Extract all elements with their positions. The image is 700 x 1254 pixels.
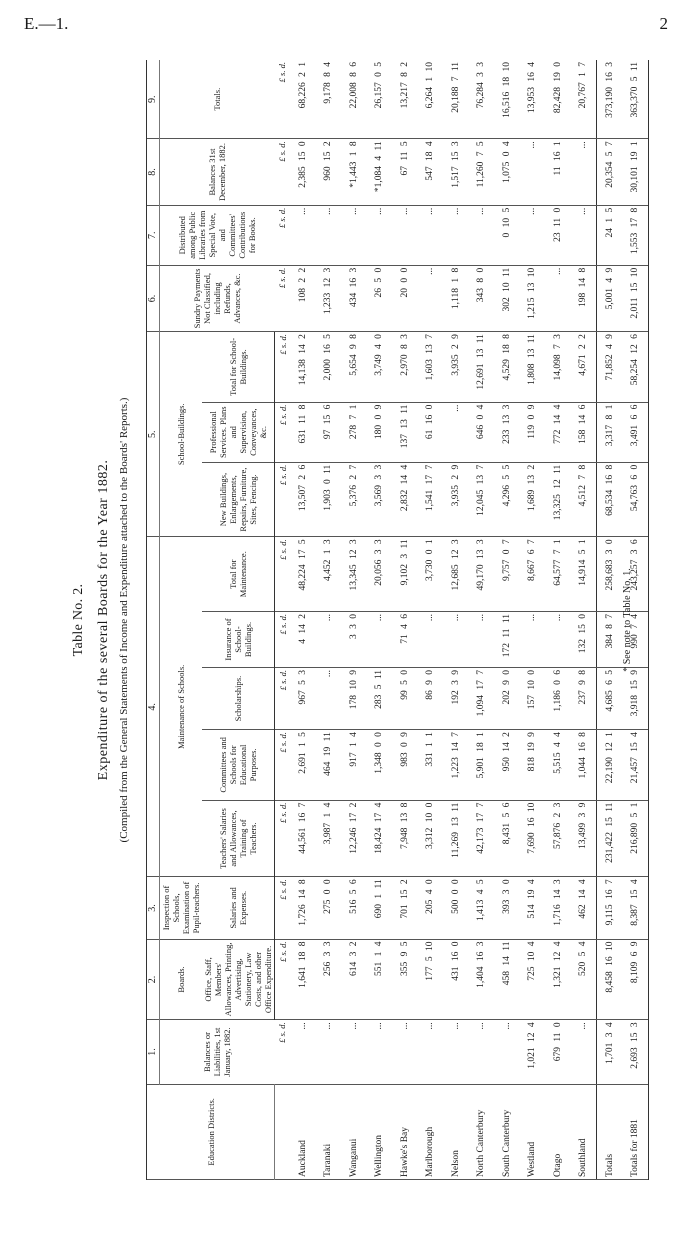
cell-c1: ... (571, 1020, 597, 1084)
cell-c4e: 64,577 7 1 (545, 537, 571, 612)
col-num-9: 9. (147, 60, 160, 139)
cell-c3: 393 3 0 (494, 877, 520, 939)
cell-c5c: 2,970 8 3 (392, 332, 418, 403)
cell-c4e: 9,102 3 11 (392, 537, 418, 612)
cell-c7: 1,553 17 8 (623, 205, 649, 265)
cell-c3: 701 15 2 (392, 877, 418, 939)
cell-c9: 13,953 16 4 (520, 60, 546, 139)
col-num-1: 1. (147, 1020, 160, 1084)
cell-c5c: 3,749 4 0 (367, 332, 393, 403)
cell-c4a: 11,269 13 11 (443, 800, 469, 877)
unit-label: £ s. d. (275, 1020, 291, 1084)
cell-c4c: 1,186 0 6 (545, 667, 571, 729)
cell-c4e: 3,730 0 1 (418, 537, 444, 612)
cell-c2: 431 16 0 (443, 939, 469, 1020)
cell-c9: 20,188 7 11 (443, 60, 469, 139)
cell-c1: 1,701 3 4 (597, 1020, 623, 1084)
cell-c1: 2,693 15 3 (623, 1020, 649, 1084)
cell-c5a: 1,903 0 11 (316, 462, 342, 537)
table-row (469, 60, 495, 1180)
cell-c5a: 13,325 12 11 (545, 462, 571, 537)
cell-c2: 355 9 5 (392, 939, 418, 1020)
cell-c6: 5,001 4 9 (597, 265, 623, 331)
cell-c2: 725 10 4 (520, 939, 546, 1020)
table-row (316, 60, 342, 1180)
district-name: Marlborough (418, 1084, 444, 1179)
cell-c8: *1,084 4 11 (367, 139, 393, 205)
cell-c7: ... (443, 205, 469, 265)
cell-c5b: ... (443, 402, 469, 462)
cell-c4b: 21,457 15 4 (623, 730, 649, 800)
cell-c5b: 61 16 0 (418, 402, 444, 462)
unit-label: £ s. d. (275, 139, 291, 205)
cell-c4b: 464 19 11 (316, 730, 342, 800)
cell-c1: 679 11 0 (545, 1020, 571, 1084)
cell-c7: 24 1 5 (597, 205, 623, 265)
cell-c5a: 1,541 17 7 (418, 462, 444, 537)
cell-c7: 23 11 0 (545, 205, 571, 265)
cell-c5c: 1,603 13 7 (418, 332, 444, 403)
cell-c9: 22,008 8 6 (341, 60, 367, 139)
cell-c2: 8,109 6 9 (623, 939, 649, 1020)
cell-c4a: 57,876 2 3 (545, 800, 571, 877)
cell-c5c: 14,138 14 2 (290, 332, 316, 403)
cell-c5a: 2,832 14 4 (392, 462, 418, 537)
table-row (418, 60, 444, 1180)
cell-c4d: 3 3 0 (341, 612, 367, 668)
table-row (392, 60, 418, 1180)
cell-c4c: 157 10 0 (520, 667, 546, 729)
cell-c8: 960 15 2 (316, 139, 342, 205)
district-name: Nelson (443, 1084, 469, 1179)
district-name: Wellington (367, 1084, 393, 1179)
cell-c4e: 48,224 17 5 (290, 537, 316, 612)
cell-c1: ... (367, 1020, 393, 1084)
cell-c5a: 13,507 2 6 (290, 462, 316, 537)
cell-c2: 551 1 4 (367, 939, 393, 1020)
cell-c9: 82,428 19 0 (545, 60, 571, 139)
table-row (443, 60, 469, 1180)
cell-c5c: 14,098 7 3 (545, 332, 571, 403)
cell-c4d: ... (316, 612, 342, 668)
table-subtitle: (Compiled from the General Statements of Income and Expenditure attached to the Boards' Reports.) (118, 397, 130, 843)
cell-c9: 9,178 8 4 (316, 60, 342, 139)
table-number: Table No. 2. (71, 583, 86, 657)
cell-c4b: 1,348 0 0 (367, 730, 393, 800)
cell-c5a: 5,376 2 7 (341, 462, 367, 537)
cell-c3: 8,387 15 4 (623, 877, 649, 939)
cell-c9: 373,190 16 3 (597, 60, 623, 139)
group-head-boards: Boards. (160, 939, 203, 1020)
cell-c4d: ... (469, 612, 495, 668)
cell-c6: 343 8 0 (469, 265, 495, 331)
cell-c6: ... (418, 265, 444, 331)
cell-c4c: 99 5 0 (392, 667, 418, 729)
cell-c5c: 12,691 13 11 (469, 332, 495, 403)
cell-c4a: 3,312 10 0 (418, 800, 444, 877)
cell-c5c: 2,000 16 5 (316, 332, 342, 403)
cell-c9: 6,264 1 10 (418, 60, 444, 139)
cell-c4b: 5,901 18 1 (469, 730, 495, 800)
cell-c4d: 4 14 2 (290, 612, 316, 668)
cell-c2: 1,404 16 3 (469, 939, 495, 1020)
cell-c1: ... (341, 1020, 367, 1084)
table-row (545, 60, 571, 1180)
cell-c5b: 119 0 9 (520, 402, 546, 462)
cell-c5b: 646 0 4 (469, 402, 495, 462)
cell-c4b: 1,223 14 7 (443, 730, 469, 800)
cell-c4b: 22,190 12 1 (597, 730, 623, 800)
cell-c4d: 132 15 0 (571, 612, 597, 668)
cell-c4c: 178 10 9 (341, 667, 367, 729)
cell-c4e: 13,345 12 3 (341, 537, 367, 612)
cell-c7: ... (367, 205, 393, 265)
table-row (571, 60, 597, 1180)
district-name: Southland (571, 1084, 597, 1179)
cell-c4e: 9,757 0 7 (494, 537, 520, 612)
cell-c8: 20,354 5 7 (597, 139, 623, 205)
cell-c9: 16,516 18 10 (494, 60, 520, 139)
cell-c6: 2,011 15 10 (623, 265, 649, 331)
district-name: Westland (520, 1084, 546, 1179)
table-row (367, 60, 393, 1180)
cell-c4c: 202 9 0 (494, 667, 520, 729)
group-head-maintenance: Maintenance of Schools. (160, 537, 203, 877)
cell-c5a: 3,569 3 3 (367, 462, 393, 537)
unit-label: £ s. d. (275, 332, 291, 403)
cell-c6: 20 0 0 (392, 265, 418, 331)
table-row (290, 60, 316, 1180)
col-head-districts: Education Districts. (147, 1084, 275, 1179)
unit-label: £ s. d. (275, 537, 291, 612)
col-num-3: 3. (147, 877, 160, 939)
col-num-4: 4. (147, 537, 160, 877)
unit-label: £ s. d. (275, 402, 291, 462)
district-name: Otago (545, 1084, 571, 1179)
district-name: North Canterbury (469, 1084, 495, 1179)
cell-c4a: 231,422 15 11 (597, 800, 623, 877)
unit-label: £ s. d. (275, 667, 291, 729)
cell-c1: ... (392, 1020, 418, 1084)
cell-c4c: 3,918 15 9 (623, 667, 649, 729)
cell-c3: 690 1 11 (367, 877, 393, 939)
cell-c6: 1,233 12 3 (316, 265, 342, 331)
cell-c5a: 4,512 7 8 (571, 462, 597, 537)
cell-c3: 1,716 14 3 (545, 877, 571, 939)
cell-c5b: 158 14 6 (571, 402, 597, 462)
cell-c3: 500 0 0 (443, 877, 469, 939)
cell-c8: 11 16 1 (545, 139, 571, 205)
cell-c4d: 71 4 6 (392, 612, 418, 668)
unit-label: £ s. d. (275, 939, 291, 1020)
cell-c2: 1,321 12 4 (545, 939, 571, 1020)
cell-c7: ... (316, 205, 342, 265)
cell-c9: 13,217 8 2 (392, 60, 418, 139)
cell-c4a: 3,987 1 4 (316, 800, 342, 877)
cell-c4c: ... (316, 667, 342, 729)
cell-c2: 177 5 10 (418, 939, 444, 1020)
unit-label: £ s. d. (275, 60, 291, 139)
cell-c4e: 4,452 1 3 (316, 537, 342, 612)
cell-c5a: 12,045 13 7 (469, 462, 495, 537)
col-head-scholarships: Scholarships. (202, 667, 275, 729)
cell-c2: 520 5 4 (571, 939, 597, 1020)
cell-c5b: 137 13 11 (392, 402, 418, 462)
cell-c3: 9,115 16 7 (597, 877, 623, 939)
district-name: Hawke's Bay (392, 1084, 418, 1179)
cell-c4c: 86 9 0 (418, 667, 444, 729)
col-head-professional: Professional Services. Plans and Supervision, Conveyances, &c. (202, 402, 275, 462)
col-head-total-maintenance: Total for Maintenance. (202, 537, 275, 612)
expenditure-table (146, 60, 649, 1180)
cell-c4a: 18,424 17 4 (367, 800, 393, 877)
cell-c5c: 1,808 13 11 (520, 332, 546, 403)
cell-c5c: 58,254 12 6 (623, 332, 649, 403)
cell-c4c: 192 3 9 (443, 667, 469, 729)
cell-c4b: 1,044 16 8 (571, 730, 597, 800)
cell-c6: 108 2 2 (290, 265, 316, 331)
cell-c3: 1,413 4 5 (469, 877, 495, 939)
district-name: South Canterbury (494, 1084, 520, 1179)
col-num-7: 7. (147, 205, 160, 265)
district-name: Totals for 1881 (623, 1084, 649, 1179)
cell-c4a: 12,246 17 2 (341, 800, 367, 877)
cell-c6: 434 16 3 (341, 265, 367, 331)
cell-c1: ... (469, 1020, 495, 1084)
col-head-balances-dec: Balances 31st December, 1882. (160, 139, 275, 205)
cell-c1: ... (316, 1020, 342, 1084)
cell-c2: 1,641 18 8 (290, 939, 316, 1020)
col-head-totals: Totals. (160, 60, 275, 139)
cell-c8: 67 11 5 (392, 139, 418, 205)
cell-c9: 363,370 5 11 (623, 60, 649, 139)
table-row (494, 60, 520, 1180)
cell-c4b: 2,691 1 5 (290, 730, 316, 800)
cell-c3: 462 14 4 (571, 877, 597, 939)
col-head-insurance: Insurance of School-Buildings. (202, 612, 275, 668)
cell-c5b: 631 11 8 (290, 402, 316, 462)
cell-c4d: ... (443, 612, 469, 668)
rotated-table-page (66, 60, 646, 1180)
cell-c5b: 97 15 6 (316, 402, 342, 462)
table-row (520, 60, 546, 1180)
cell-c4e: 258,683 3 0 (597, 537, 623, 612)
cell-c4d: ... (418, 612, 444, 668)
page-number: 2 (659, 14, 668, 33)
cell-c5b: 180 0 9 (367, 402, 393, 462)
group-head-inspection: Inspection of Schools, Examination of Pupil-teachers. (160, 877, 203, 939)
cell-c3: 275 0 0 (316, 877, 342, 939)
cell-c4a: 42,173 17 7 (469, 800, 495, 877)
cell-c4a: 13,499 3 9 (571, 800, 597, 877)
cell-c4e: 12,685 12 3 (443, 537, 469, 612)
cell-c4c: 237 9 8 (571, 667, 597, 729)
cell-c4b: 331 1 1 (418, 730, 444, 800)
unit-label: £ s. d. (275, 730, 291, 800)
cell-c4a: 7,690 16 10 (520, 800, 546, 877)
cell-c3: 514 19 4 (520, 877, 546, 939)
cell-c2: 614 3 2 (341, 939, 367, 1020)
cell-c1: ... (494, 1020, 520, 1084)
cell-c4d: 990 7 4 (623, 612, 649, 668)
cell-c4b: 818 19 9 (520, 730, 546, 800)
unit-label: £ s. d. (275, 265, 291, 331)
totals-row (597, 60, 623, 1180)
cell-c8: 1,075 0 4 (494, 139, 520, 205)
cell-c5c: 4,671 2 2 (571, 332, 597, 403)
cell-c5a: 3,935 2 9 (443, 462, 469, 537)
cell-c4a: 8,431 5 6 (494, 800, 520, 877)
cell-c6: 198 14 8 (571, 265, 597, 331)
cell-c4e: 243,257 3 6 (623, 537, 649, 612)
cell-c8: ... (571, 139, 597, 205)
cell-c9: 20,767 1 7 (571, 60, 597, 139)
cell-c3: 516 5 6 (341, 877, 367, 939)
cell-c8: 1,517 15 3 (443, 139, 469, 205)
col-head-total-buildings: Total for School-Buildings. (202, 332, 275, 403)
unit-label: £ s. d. (275, 205, 291, 265)
col-head-teachers: Teachers' Salaries and Allowances, Training of Teachers. (202, 800, 275, 877)
cell-c4a: 216,890 5 1 (623, 800, 649, 877)
cell-c4b: 983 0 9 (392, 730, 418, 800)
cell-c5b: 233 13 3 (494, 402, 520, 462)
cell-c4e: 14,914 5 1 (571, 537, 597, 612)
unit-label: £ s. d. (275, 800, 291, 877)
cell-c4d: 172 11 11 (494, 612, 520, 668)
cell-c7: ... (520, 205, 546, 265)
cell-c5c: 3,935 2 9 (443, 332, 469, 403)
cell-c4d: ... (367, 612, 393, 668)
cell-c7: ... (341, 205, 367, 265)
district-name: Wanganui (341, 1084, 367, 1179)
cell-c4e: 8,667 6 7 (520, 537, 546, 612)
district-name: Taranaki (316, 1084, 342, 1179)
cell-c5a: 1,689 13 2 (520, 462, 546, 537)
cell-c4d: ... (545, 612, 571, 668)
cell-c8: 2,385 15 0 (290, 139, 316, 205)
col-head-salaries: Salaries and Expenses. (202, 877, 275, 939)
cell-c7: ... (571, 205, 597, 265)
cell-c4a: 7,948 13 8 (392, 800, 418, 877)
cell-c5a: 4,296 5 5 (494, 462, 520, 537)
col-num-8: 8. (147, 139, 160, 205)
document-code: E.—1. (24, 14, 69, 33)
cell-c2: 458 14 11 (494, 939, 520, 1020)
cell-c1: 1,021 12 4 (520, 1020, 546, 1084)
group-head-school-buildings: School-Buildings. (160, 332, 203, 537)
unit-label: £ s. d. (275, 612, 291, 668)
units-row (275, 60, 291, 1180)
cell-c9: 26,157 0 5 (367, 60, 393, 139)
cell-c6: 26 5 0 (367, 265, 393, 331)
cell-c1: ... (443, 1020, 469, 1084)
cell-c1: ... (418, 1020, 444, 1084)
cell-c5b: 3,491 6 6 (623, 402, 649, 462)
cell-c7: ... (418, 205, 444, 265)
cell-c5b: 278 7 1 (341, 402, 367, 462)
col-num-2: 2. (147, 939, 160, 1020)
cell-c8: 547 18 4 (418, 139, 444, 205)
cell-c4e: 49,170 13 3 (469, 537, 495, 612)
cell-c4c: 1,094 17 7 (469, 667, 495, 729)
cell-c8: *1,443 1 8 (341, 139, 367, 205)
cell-c4b: 917 1 4 (341, 730, 367, 800)
cell-c4b: 5,515 4 4 (545, 730, 571, 800)
col-num-6: 6. (147, 265, 160, 331)
cell-c4e: 20,056 3 3 (367, 537, 393, 612)
cell-c7: ... (469, 205, 495, 265)
cell-c6: ... (545, 265, 571, 331)
cell-c9: 68,226 2 1 (290, 60, 316, 139)
cell-c2: 8,458 16 10 (597, 939, 623, 1020)
cell-c6: 1,215 13 10 (520, 265, 546, 331)
cell-c4c: 967 5 3 (290, 667, 316, 729)
col-head-libraries: Distributed among Public Libraries from Special Vote, and Committees' Contributions for Books. (160, 205, 275, 265)
cell-c8: ... (520, 139, 546, 205)
cell-c7: ... (290, 205, 316, 265)
cell-c4d: ... (520, 612, 546, 668)
col-head-new-buildings: New Buildings, Enlargements, Repairs, Furniture, Sites, Fencing. (202, 462, 275, 537)
cell-c8: 11,260 7 5 (469, 139, 495, 205)
cell-c5a: 68,534 16 8 (597, 462, 623, 537)
cell-c7: ... (392, 205, 418, 265)
unit-label: £ s. d. (275, 877, 291, 939)
cell-c5a: 54,763 6 0 (623, 462, 649, 537)
cell-c8: 30,101 19 1 (623, 139, 649, 205)
cell-c4c: 283 5 11 (367, 667, 393, 729)
cell-c2: 256 3 3 (316, 939, 342, 1020)
col-head-office: Office, Staff, Members' Allowances, Printing, Advertising, Stationery, Law Costs, and other Office Expenditure. (202, 939, 275, 1020)
district-name: Totals (597, 1084, 623, 1179)
district-name: Auckland (290, 1084, 316, 1179)
col-head-sundry: Sundry Payments Not Classified, including Refunds, Advances, &c. (160, 265, 275, 331)
table-title: Expenditure of the several Boards for the Year 1882. (96, 459, 111, 781)
table-row (341, 60, 367, 1180)
cell-c1: ... (290, 1020, 316, 1084)
cell-c6: 1,118 1 8 (443, 265, 469, 331)
cell-c4b: 950 14 2 (494, 730, 520, 800)
cell-c5b: 772 14 4 (545, 402, 571, 462)
cell-c7: 0 10 5 (494, 205, 520, 265)
cell-c3: 205 4 0 (418, 877, 444, 939)
cell-c5b: 3,317 8 1 (597, 402, 623, 462)
col-num-5: 5. (147, 332, 160, 537)
unit-label: £ s. d. (275, 462, 291, 537)
cell-c5c: 5,654 9 8 (341, 332, 367, 403)
col-head-balances-jan: Balances or Liabilities, 1st January, 1882. (160, 1020, 275, 1084)
cell-c4a: 44,561 16 7 (290, 800, 316, 877)
cell-c4c: 4,685 6 5 (597, 667, 623, 729)
cell-c4d: 384 8 7 (597, 612, 623, 668)
footnote: * See note to Table No. 1. (622, 568, 633, 672)
col-head-committees: Committees and Schools for Educational Purposes. (202, 730, 275, 800)
cell-c3: 1,726 14 8 (290, 877, 316, 939)
cell-c9: 76,284 3 3 (469, 60, 495, 139)
table-body (275, 60, 649, 1180)
cell-c6: 302 10 11 (494, 265, 520, 331)
cell-c5c: 4,529 18 8 (494, 332, 520, 403)
cell-c5c: 71,852 4 9 (597, 332, 623, 403)
